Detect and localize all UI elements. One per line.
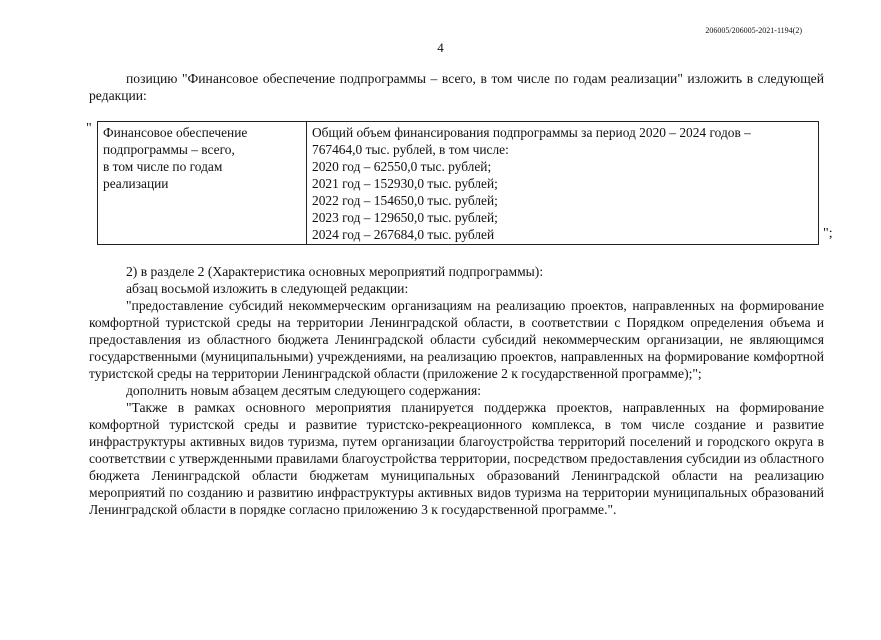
financing-value-cell — [307, 122, 819, 245]
page-number: 4 — [437, 40, 444, 55]
value-line: 2021 год – 152930,0 тыс. рублей; — [312, 176, 498, 191]
value-line: Общий объем финансирования подпрограммы за период 2020 – 2024 годов – — [312, 125, 751, 140]
label-line: реализации — [103, 176, 169, 191]
value-line: 2023 год – 129650,0 тыс. рублей; — [312, 210, 498, 225]
value-line: 2024 год – 267684,0 тыс. рублей — [312, 227, 495, 242]
body-paragraph: 2) в разделе 2 (Характеристика основных мероприятий подпрограммы): — [126, 264, 544, 279]
table-close-quote: "; — [823, 226, 833, 241]
document-body — [89, 263, 824, 518]
body-paragraph: дополнить новым абзацем десятым следующего содержания: — [126, 383, 482, 398]
value-line: 2020 год – 62550,0 тыс. рублей; — [312, 159, 492, 174]
table-open-quote: " — [86, 121, 92, 136]
value-line: 2022 год – 154650,0 тыс. рублей; — [312, 193, 498, 208]
body-paragraph: "предоставление субсидий некоммерческим организациям на реализацию проектов, направленных на формирование комфортной туристской среды на территории Ленинградской области, в соответствии с Порядком определения объема и предоставления из областного бюджета Ленинградской области субсидий некоммерческим организации, не являющимся государственными (муниципальными) учреждениями, на реализацию проектов, направленных на формирование комфортной туристской среды на территории Ленинградской области (приложение 2 к государственной программе);"; — [89, 298, 824, 381]
body-paragraph: абзац восьмой изложить в следующей редакции: — [126, 281, 409, 296]
body-paragraph: "Также в рамках основного мероприятия планируется поддержка проектов, направленных на формирование комфортной туристской среды и развитие туристско-рекреационного комплекса, в том числе создание и развитие инфраструктуры активных видов туризма, путем организации благоустройства территорий поселений и городского округа в соответствии с утвержденными правилами благоустройства территории, посредством предоставления субсидии из областного бюджета Ленинградской области бюджетам муниципальных образований Ленинградской области на реализацию мероприятий по созданию и развитию инфраструктуры активных видов туризма на территории муниципальных образований Ленинградской области в порядке согласно приложению 3 к государственной программе.". — [89, 400, 824, 517]
lead-paragraph: позицию "Финансовое обеспечение подпрограммы – всего, в том числе по годам реализации" изложить в следующей редакции: — [89, 71, 824, 103]
financing-label-cell — [98, 122, 307, 245]
label-line: Финансовое обеспечение — [103, 125, 248, 140]
value-line: 767464,0 тыс. рублей, в том числе: — [312, 142, 509, 157]
document-id: 206005/206005-2021-1194(2) — [705, 26, 802, 35]
financing-table — [97, 121, 819, 245]
table-row — [98, 122, 819, 245]
label-line: подпрограммы – всего, — [103, 142, 235, 157]
label-line: в том числе по годам — [103, 159, 223, 174]
